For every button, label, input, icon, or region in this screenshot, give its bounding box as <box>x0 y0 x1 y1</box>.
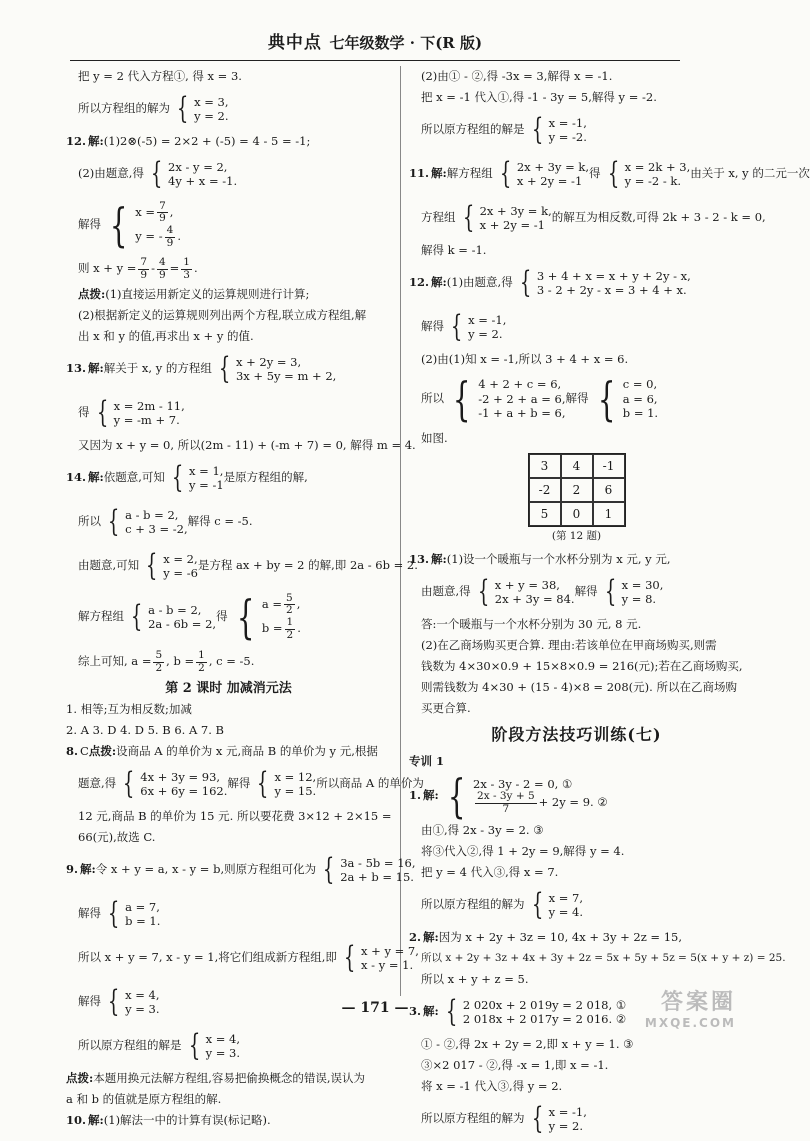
hint-line: 点拨: 本题用换元法解方程组,容易把偷换概念的错误,误认为 <box>66 1070 366 1085</box>
equation-system: { x = 3, y = 2. <box>176 91 229 126</box>
grid-cell: 4 <box>561 454 593 478</box>
text-line: ③×2 017 - ②,得 -x = 1,即 x = -1. <box>421 1057 609 1072</box>
equation-system: { x = 4, y = 3. <box>188 1028 241 1063</box>
text-line: 则需钱数为 4×30 + (15 - 4)×8 = 208(元). 所以在乙商场购 <box>421 679 737 694</box>
section-title: 第 2 课时 加减消元法 <box>165 681 292 696</box>
equation-system: { x = -1, y = 2. <box>531 1101 587 1136</box>
question-8: 8. C 点拨: 设商品 A 的单价为 x 元,商品 B 的单价为 y 元,根据 <box>66 743 378 758</box>
equation-system: { a - b = 2, c + 3 = -2, <box>107 504 188 539</box>
grid-cell: 3 <box>529 454 561 478</box>
text-line: 答:一个暖瓶与一个水杯分别为 30 元, 8 元. <box>421 616 642 631</box>
equation-system: { x + y = 38, 2x + 3y = 84. <box>477 574 575 609</box>
text-line: 解得 k = -1. <box>421 242 487 257</box>
question-13-right: 13. 解: (1)设一个暖瓶与一个水杯分别为 x 元, y 元, <box>409 551 671 566</box>
magic-square-figure <box>409 449 744 549</box>
answer-line: 2. A 3. D 4. D 5. B 6. A 7. B <box>66 722 224 737</box>
grid-cell: -2 <box>529 478 561 502</box>
text-line: 则 x + y = $\frac{7}{9}$ - $\frac{4}{9}$ = $\frac{1}{3}$ . <box>78 255 198 281</box>
equation-line: 题意,得 { 4x + 3y = 93, 6x + 6y = 162. 解得 { x = 12, y = 15. 所以商品 A 的单价为 <box>78 766 424 801</box>
equation-system: { x = 1, y = -1 <box>171 460 224 495</box>
answer-line: 1. 相等;互为相反数;加减 <box>66 701 192 716</box>
text-line: 将③代入②,得 1 + 2y = 9,解得 y = 4. <box>421 843 625 858</box>
question-12: 12. 解: (1)2⊗(-5) = 2×2 + (-5) = 4 - 5 = -1; <box>66 133 311 148</box>
equation-system: { x = 7, y = 4. <box>531 887 584 922</box>
watermark-url: MXQE.COM <box>644 1016 736 1030</box>
equation-system: { x = 2k + 3, y = -2 - k. <box>607 156 691 191</box>
text-line: 综上可知, a = $\frac{5}{2}$ , b = $\frac{1}{2}$ , c = -5. <box>78 648 255 674</box>
text-line: 把 y = 4 代入③,得 x = 7. <box>421 864 559 879</box>
fraction: $\frac{1}{3}$ <box>183 255 190 281</box>
text-line: 把 y = 2 代入方程①, 得 x = 3. <box>78 68 242 83</box>
text-line: 将 x = -1 代入③,得 y = 2. <box>421 1078 563 1093</box>
text-line: (2)由(1)知 x = -1,所以 3 + 4 + x = 6. <box>421 351 629 366</box>
book-logo: 典中点 <box>267 33 322 53</box>
equation-system: { x = $\frac{7}{9}$ , y = - $\frac{4}{9}$ . <box>109 198 181 252</box>
fraction: $\frac{7}{9}$ <box>140 255 148 281</box>
solution-line: 解得 { x = -1, y = 2. <box>421 309 507 344</box>
question-12-right: 12. 解: (1)由题意,得 { 3 + 4 + x = x + y + 2y - x, 3 - 2 + 2y - x = 3 + 4 + x. <box>409 265 691 300</box>
text-line: 买更合算. <box>421 700 471 715</box>
equation-system: { 4 + 2 + c = 6, -2 + 2 + a = 6, -1 + a + b = 6, <box>452 372 566 426</box>
solution-line: 所以原方程组的解为 { x = -1, y = 2. <box>421 1101 587 1136</box>
text-line: 如图. <box>421 430 448 445</box>
question-9: 9. 解: 令 x + y = a, x - y = b,则原方程组可化为 { 3a - 5b = 16, 2a + b = 15. <box>66 852 416 887</box>
fraction: $\frac{4}{9}$ <box>158 255 166 281</box>
equation-system: { x = -1, y = 2. <box>450 309 507 344</box>
equation-line: (2)由题意,得 { 2x - y = 2, 4y + x = -1. <box>78 156 238 191</box>
text-line: 钱数为 4×30×0.9 + 15×8×0.9 = 216(元);若在乙商场购买, <box>421 658 743 673</box>
topic-label: 专训 1 <box>409 753 445 768</box>
page-number: — 171 — <box>341 1000 409 1016</box>
hint-line: 点拨: (1)直接运用新定义的运算规则进行计算; <box>78 286 310 301</box>
equation-system: { 2x + 3y = k, x + 2y = -1 <box>462 200 552 235</box>
equation-system: { x = 2, y = -6 <box>145 548 198 583</box>
hint-line: (2)根据新定义的运算规则列出两个方程,联立成方程组,解 <box>78 307 367 322</box>
equation-system: { 2x - y = 2, 4y + x = -1. <box>150 156 238 191</box>
equation-line: 所以 { a - b = 2, c + 3 = -2, 解得 c = -5. <box>78 504 253 539</box>
equation-line: 由题意,可知 { x = 2, y = -6 是方程 ax + by = 2 的解,即 2a - 6b = 2. <box>78 548 418 583</box>
solution-line: 解得 { x = $\frac{7}{9}$ , y = - $\frac{4}{9}$ . <box>78 198 181 252</box>
stage-title: 阶段方法技巧训练(七) <box>491 725 662 744</box>
text-line: 所以 x + 2y + 3z + 4x + 3y + 2z = 5x + 5y + 5z = 5(x + y + z) = 25. <box>421 952 786 965</box>
grid-cell: 1 <box>593 502 625 526</box>
fraction: $\frac{5}{2}$ <box>155 648 163 674</box>
equation-system: { c = 0, a = 6, b = 1. <box>597 372 659 426</box>
text-line: 66(元),故选 C. <box>78 829 156 844</box>
equation-system: { 3 + 4 + x = x + y + 2y - x, 3 - 2 + 2y - x = 3 + 4 + x. <box>519 265 691 300</box>
watermark-logo <box>586 985 736 1029</box>
equation-line: 由题意,得 { x + y = 38, 2x + 3y = 84. 解得 { x = 30, y = 8. <box>421 574 664 609</box>
page-header <box>0 28 750 58</box>
text-line: 把 x = -1 代入①,得 -1 - 3y = 5,解得 y = -2. <box>421 89 657 104</box>
text-line: 所以 x + y + z = 5. <box>421 971 529 986</box>
equation-system: { 4x + 3y = 93, 6x + 6y = 162. <box>122 766 228 801</box>
equation-system: { a - b = 2, 2a - 6b = 2, <box>130 599 217 634</box>
equation-system: { 3a - 5b = 16, 2a + b = 15. <box>322 852 416 887</box>
fraction: $\frac{7}{9}$ <box>159 199 166 225</box>
solution-line: 所以原方程组的解为 { x = 7, y = 4. <box>421 887 584 922</box>
left-column <box>66 66 424 1131</box>
equation-system: { 2 020x + 2 019y = 2 018, ① 2 018x + 2 017y = 2 016. ② <box>445 994 627 1029</box>
grid-cell: 0 <box>561 502 593 526</box>
equation-line: 解方程组 { a - b = 2, 2a - 6b = 2, 得 { a = $\frac{5}{2}$ , b = $\frac{1}{2}$ . <box>78 590 301 644</box>
figure-caption: (第 12 题) <box>551 530 602 542</box>
equation-system: { 2x + 3y = k, x + 2y = -1 <box>499 156 589 191</box>
fraction: $\frac{1}{2}$ <box>286 616 294 641</box>
question-10: 10. 解: (1)解法一中的计算有误(标记略). <box>66 1112 271 1127</box>
text-line: 由①,得 2x - 3y = 2. ③ <box>421 822 544 837</box>
solution-line: 解得 { a = 7, b = 1. <box>78 896 161 931</box>
text-line: (2)由① - ②,得 -3x = 3,解得 x = -1. <box>421 68 613 83</box>
equation-system: { 2x - 3y - 2 = 0, ① $\frac{2x - 3y + 5}{7}$ + 2y = 9. ② <box>447 769 608 823</box>
equation-line: 所以 x + y = 7, x - y = 1,将它们组成新方程组,即 { x + y = 7, x - y = 1. <box>78 940 419 975</box>
magic-square <box>528 453 626 527</box>
exercise-2: 2. 解: 因为 x + 2y + 3z = 10, 4x + 3y + 2z = 15, <box>409 929 683 944</box>
right-column <box>409 66 810 1141</box>
equation-system: { x + y = 7, x - y = 1. <box>343 940 419 975</box>
equation-system: { x + 2y = 3, 3x + 5y = m + 2, <box>218 351 337 386</box>
header-rule <box>70 60 680 61</box>
question-13: 13. 解: 解关于 x, y 的方程组 { x + 2y = 3, 3x + 5y = m + 2, <box>66 351 337 386</box>
equation-system: { x = 30, y = 8. <box>604 574 664 609</box>
fraction: $\frac{2x - 3y + 5}{7}$ <box>477 790 535 815</box>
exercise-1-system: 1. 解: { 2x - 3y - 2 = 0, ① $\frac{2x - 3y + 5}{7}$ + 2y = 9. ② <box>409 769 608 823</box>
hint-line: 出 x 和 y 的值,再求出 x + y 的值. <box>78 328 254 343</box>
watermark-text: 答案圈 <box>660 990 736 1015</box>
grid-cell: 5 <box>529 502 561 526</box>
fraction: $\frac{1}{2}$ <box>198 648 205 674</box>
equation-system: { a = $\frac{5}{2}$ , b = $\frac{1}{2}$ . <box>236 590 301 644</box>
grid-cell: 6 <box>593 478 625 502</box>
equation-system: { a = 7, b = 1. <box>107 896 161 931</box>
question-14: 14. 解: 依题意,可知 { x = 1, y = -1 是原方程组的解, <box>66 460 308 495</box>
fraction: $\frac{5}{2}$ <box>286 591 293 617</box>
question-11: 11. 解: 解方程组 { 2x + 3y = k, x + 2y = -1 得 { x = 2k + 3, y = -2 - k. 由关于 x, y 的二元一次 <box>409 156 810 191</box>
equation-line: 所以 { 4 + 2 + c = 6, -2 + 2 + a = 6, -1 + a + b = 6, 解得 { c = 0, a = 6, b = 1. <box>421 372 659 426</box>
book-title: 七年级数学 · 下(R 版) <box>329 34 483 52</box>
equation-system: { x = -1, y = -2. <box>531 112 587 147</box>
equation-system: { x = 2m - 11, y = -m + 7. <box>96 395 185 430</box>
equation-system: { x = 12, y = 15. <box>257 766 317 801</box>
equation-line: 方程组 { 2x + 3y = k, x + 2y = -1 的解互为相反数,可得 2k + 3 - 2 - k = 0, <box>421 200 766 235</box>
text-line: (2)在乙商场购买更合算. 理由:若该单位在甲商场购买,则需 <box>421 637 717 652</box>
equation-system: { x = 4, y = 3. <box>107 984 160 1019</box>
solution-line: 所以原方程组的解是 { x = -1, y = -2. <box>421 112 587 147</box>
solution-line: 所以原方程组的解是 { x = 4, y = 3. <box>78 1028 241 1063</box>
text-line: 12 元,商品 B 的单价为 15 元. 所以要花费 3×12 + 2×15 = <box>78 808 392 823</box>
solution-line: 得 { x = 2m - 11, y = -m + 7. <box>78 395 185 430</box>
fraction: $\frac{4}{9}$ <box>166 224 174 249</box>
text-line: 又因为 x + y = 0, 所以(2m - 11) + (-m + 7) = 0, 解得 m = 4. <box>78 437 416 452</box>
text-line: ① - ②,得 2x + 2y = 2,即 x + y = 1. ③ <box>421 1036 634 1051</box>
grid-cell: 2 <box>561 478 593 502</box>
hint-line: a 和 b 的值就是原方程组的解. <box>66 1091 222 1106</box>
grid-cell: -1 <box>593 454 625 478</box>
exercise-3: 3. 解: { 2 020x + 2 019y = 2 018, ① 2 018x + 2 017y = 2 016. ② <box>409 994 627 1029</box>
solution-line: 解得 { x = 4, y = 3. <box>78 984 160 1019</box>
solution-line: 所以方程组的解为 { x = 3, y = 2. <box>78 91 229 126</box>
